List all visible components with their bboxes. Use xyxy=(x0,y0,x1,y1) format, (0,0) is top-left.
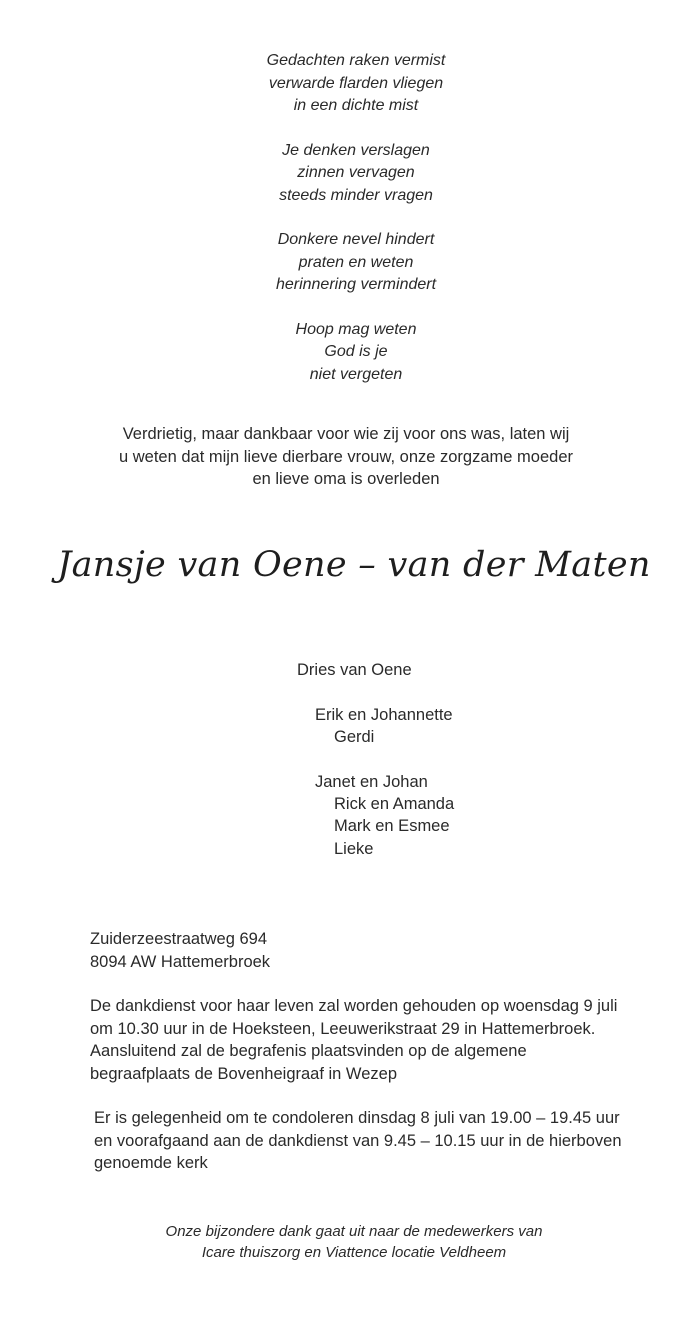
poem-line: praten en weten xyxy=(298,253,414,271)
family-child: Mark en Esmee xyxy=(334,817,450,835)
announcement-line: Verdrietig, maar dankbaar voor wie zij voor ons was, laten wij xyxy=(122,425,570,443)
thanks-note xyxy=(0,1221,700,1263)
poem-line: Gedachten raken vermist xyxy=(266,52,446,69)
poem-stanza-3 xyxy=(0,229,700,297)
family-child: Gerdi xyxy=(334,728,375,746)
family-parents: Janet en Johan xyxy=(315,773,428,791)
condolence-line: Er is gelegenheid om te condoleren dinsdag 8 juli van 19.00 – 19.45 uur xyxy=(94,1109,620,1127)
announcement-line: u weten dat mijn lieve dierbare vrouw, onze zorgzame moeder xyxy=(119,447,573,466)
poem-line: verwarde flarden vliegen xyxy=(268,74,444,92)
service-line: om 10.30 uur in de Hoeksteen, Leeuwerikstraat 29 in Hattemerbroek. xyxy=(90,1019,596,1038)
family-child: Rick en Amanda xyxy=(334,795,455,813)
condolence-info xyxy=(94,1107,674,1175)
announcement-line: en lieve oma is overleden xyxy=(252,470,440,488)
family-spouse: Dries van Oene xyxy=(297,661,412,679)
service-line: begraafplaats de Bovenheigraaf in Wezep xyxy=(90,1064,397,1083)
service-line: De dankdienst voor haar leven zal worden gehouden op woensdag 9 juli xyxy=(90,997,618,1015)
poem-stanza-1 xyxy=(0,50,700,118)
family-child: Lieke xyxy=(334,840,374,858)
family-parents: Erik en Johannette xyxy=(315,706,453,724)
poem-line: herinnering vermindert xyxy=(275,276,437,293)
poem-line: zinnen vervagen xyxy=(297,164,415,181)
service-line: Aansluitend zal de begrafenis plaatsvinden op de algemene xyxy=(90,1042,527,1060)
condolence-line: en voorafgaand aan de dankdienst van 9.45 – 10.15 uur in de hierboven xyxy=(94,1131,622,1150)
poem xyxy=(0,50,700,408)
poem-stanza-2 xyxy=(0,140,700,208)
poem-line: Donkere nevel hindert xyxy=(277,231,435,248)
announcement-text xyxy=(0,423,692,491)
poem-line: God is je xyxy=(324,343,388,360)
address-city: 8094 AW Hattemerbroek xyxy=(90,952,271,971)
poem-line: niet vergeten xyxy=(309,365,403,383)
condolence-line: genoemde kerk xyxy=(94,1154,208,1172)
thanks-line: Onze bijzondere dank gaat uit naar de medewerkers van xyxy=(165,1223,543,1240)
address-street: Zuiderzeestraatweg 694 xyxy=(90,930,268,948)
poem-line: steeds minder vragen xyxy=(279,186,433,204)
poem-stanza-4 xyxy=(0,319,700,387)
address xyxy=(90,928,270,973)
service-info xyxy=(90,995,670,1085)
poem-line: Je denken verslagen xyxy=(282,141,430,159)
poem-line: Hoop mag weten xyxy=(295,320,417,338)
poem-line: in een dichte mist xyxy=(293,97,419,114)
thanks-line: Icare thuiszorg en Viattence locatie Veldheem xyxy=(201,1244,507,1261)
deceased-name: Jansje van Oene – van der Maten xyxy=(57,545,651,585)
